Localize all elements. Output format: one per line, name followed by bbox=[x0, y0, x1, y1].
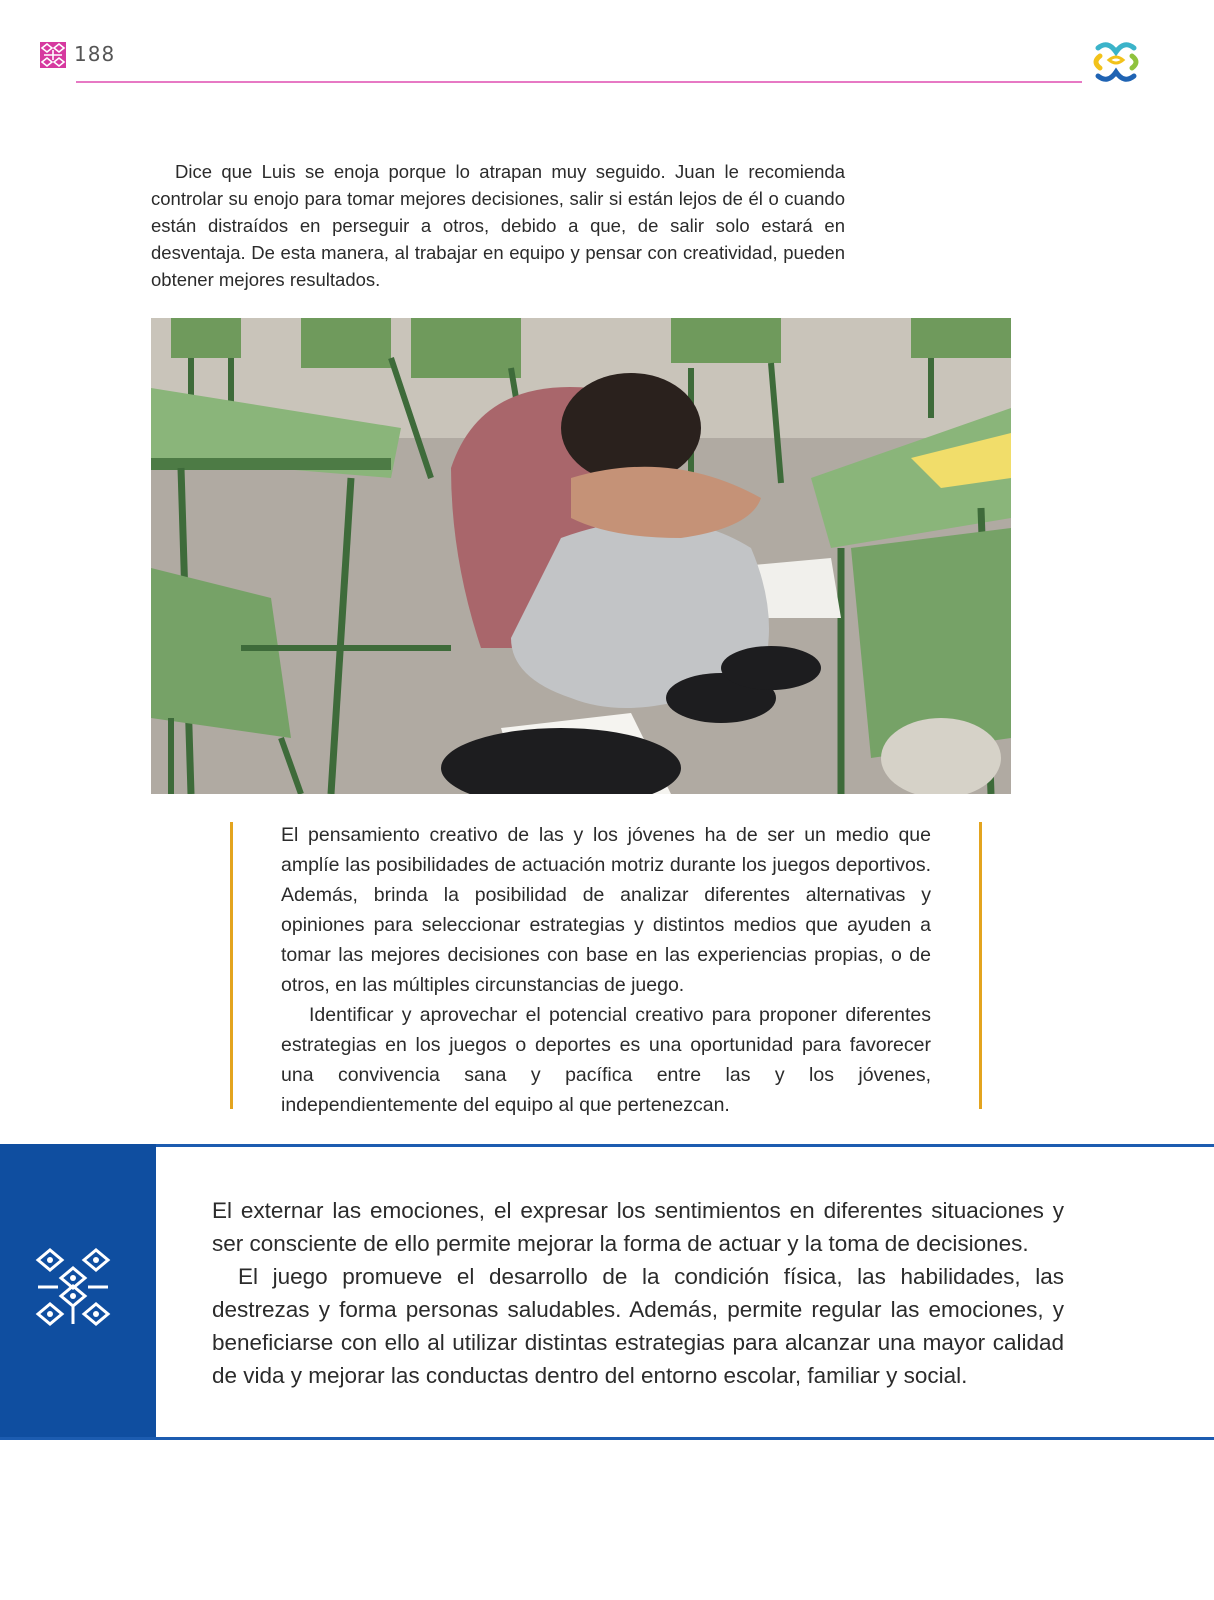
callout-right-bar bbox=[979, 822, 982, 1109]
reflection-box bbox=[0, 1144, 1214, 1440]
header-rule bbox=[76, 81, 1082, 83]
callout-box bbox=[230, 820, 982, 1116]
woven-pattern-icon bbox=[40, 42, 66, 68]
page-number: 188 bbox=[74, 42, 116, 66]
reflection-side-panel bbox=[0, 1144, 156, 1440]
reflection-paragraph: El externar las emociones, el expresar los sentimientos en diferentes situaciones y ser consciente de ello permite mejorar la forma de actuar y la toma de decisiones. bbox=[212, 1198, 1064, 1256]
reflection-text bbox=[212, 1194, 1064, 1392]
student-sitting-on-classroom-floor-photo bbox=[151, 318, 1011, 794]
intro-paragraph: Dice que Luis se enoja porque lo atrapan muy seguido. Juan le recomienda controlar su enojo para tomar mejores decisiones, salir si están lejos de él o cuando están distraídos en perseguir a otros, debido a que, de salir solo estará en desventaja. De esta manera, al trabajar en equipo y pensar con creatividad, pueden obtener mejores resultados. bbox=[151, 161, 845, 290]
curved-rings-logo bbox=[1092, 38, 1140, 86]
reflection-top-rule bbox=[0, 1144, 1214, 1147]
callout-paragraph: El pensamiento creativo de las y los jóvenes ha de ser un medio que amplíe las posibilidades de actuación motriz durante los juegos deportivos. Además, brinda la posibilidad de analizar diferentes alternativas y opiniones para seleccionar estrategias y distintos medios que ayuden a tomar las mejores decisiones con base en las experiencias propias, o de otros, en las múltiples circunstancias de juego. bbox=[281, 824, 931, 996]
callout-text bbox=[281, 820, 931, 1120]
reflection-bottom-rule bbox=[0, 1437, 1214, 1440]
woven-pattern-icon bbox=[34, 1248, 112, 1326]
page-header bbox=[0, 0, 1214, 100]
callout-left-bar bbox=[230, 822, 233, 1109]
callout-paragraph: Identificar y aprovechar el potencial creativo para proponer diferentes estrategias en los juegos o deportes es una oportunidad para favorecer una convivencia sana y pacífica entre las y los jóvenes, independientemente del equipo al que pertenezcan. bbox=[281, 1004, 931, 1116]
reflection-paragraph: El juego promueve el desarrollo de la condición física, las habilidades, las destrezas y forma personas saludables. Además, permite regular las emociones, y beneficiarse con ello al utilizar distintas estrategias para alcanzar una mayor calidad de vida y mejorar las conductas dentro del entorno escolar, familiar y social. bbox=[212, 1264, 1064, 1388]
